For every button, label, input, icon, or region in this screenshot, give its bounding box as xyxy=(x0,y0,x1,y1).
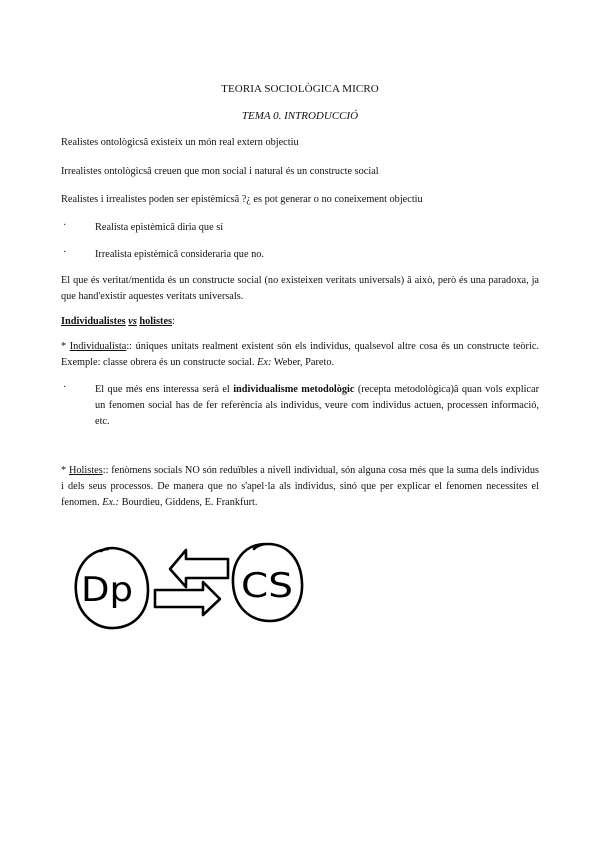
document-title: TEORIA SOCIOLÒGICA MICRO xyxy=(221,83,379,95)
bullet-marker: · xyxy=(63,247,67,258)
bullet-marker: · xyxy=(63,382,67,393)
left-arrow-icon xyxy=(170,550,228,587)
paragraph-holistes xyxy=(61,463,539,511)
bullet-irrealista: Irrealista epistèmicâ consideraria que no. xyxy=(95,249,264,260)
right-circle-label: CS xyxy=(241,566,293,606)
bullet-individualisme-metodologic xyxy=(95,382,539,430)
right-arrow-icon xyxy=(155,582,220,615)
bullet-realista: Realista epistèmicâ diria que sí xyxy=(95,222,224,233)
label-individualista: Individualista xyxy=(69,341,127,352)
bullet-pre-text: El que més ens interessa serà el xyxy=(95,384,234,395)
left-circle-label: Dp xyxy=(81,570,133,610)
paragraph-realistes: Realistes ontològicsâ existeix un món real extern objectiu xyxy=(61,137,299,148)
asterisk: * xyxy=(61,341,70,352)
heading-individualistes: Individualistes xyxy=(61,316,126,327)
paragraph-individualista xyxy=(61,339,539,371)
label-holistes: Holistes xyxy=(68,465,103,476)
example-marker: Ex: xyxy=(257,357,272,368)
bold-term: individualisme metodològic xyxy=(233,384,355,395)
bullet-marker: · xyxy=(63,220,67,231)
paragraph-epistemics: Realistes i irrealistes poden ser epistèmicsâ ?¿ es pot generar o no coneixement objectiu xyxy=(61,194,423,205)
bullet-post-text: (recepta metodològica)â quan vols explicar un fenomen social has de fer referència als individus, veure com individus actuen, processen informació, etc. xyxy=(95,384,539,427)
example-marker: Ex.: xyxy=(102,497,120,508)
hand-drawn-diagram xyxy=(68,535,328,655)
heading-holistes: holistes xyxy=(139,316,173,327)
holistes-text: :: fenòmens socials NO són reduïbles a nivell individual, són alguna cosa més que la suma dels individus i dels seus processos. De manera que no s'apel·la als individus, sinó que per explicar el fenomen necessites el fenomen. xyxy=(61,465,539,508)
heading-vs: vs xyxy=(128,316,137,327)
heading-colon: : xyxy=(172,316,175,327)
paragraph-irrealistes: Irrealistes ontològicsâ creuen que mon social i natural és un constructe social xyxy=(61,166,379,177)
holistes-authors: Bourdieu, Giddens, E. Frankfurt. xyxy=(119,497,258,508)
document-subtitle: TEMA 0. INTRODUCCIÓ xyxy=(241,110,359,122)
individualista-text: :: úniques unitats realment existent són els individus, qualsevol altre cosa és un constructe teòric. Exemple: classe obrera és un constructe social. xyxy=(61,341,539,368)
paragraph-veritat: El que és veritat/mentida és un constructe social (no existeixen veritats universals) â això, però és una paradoxa, ja que hand'existir aquestes veritats universals. xyxy=(61,275,539,302)
asterisk: * xyxy=(61,465,69,476)
individualista-authors: Weber, Pareto. xyxy=(271,357,335,368)
section-heading xyxy=(61,314,539,330)
